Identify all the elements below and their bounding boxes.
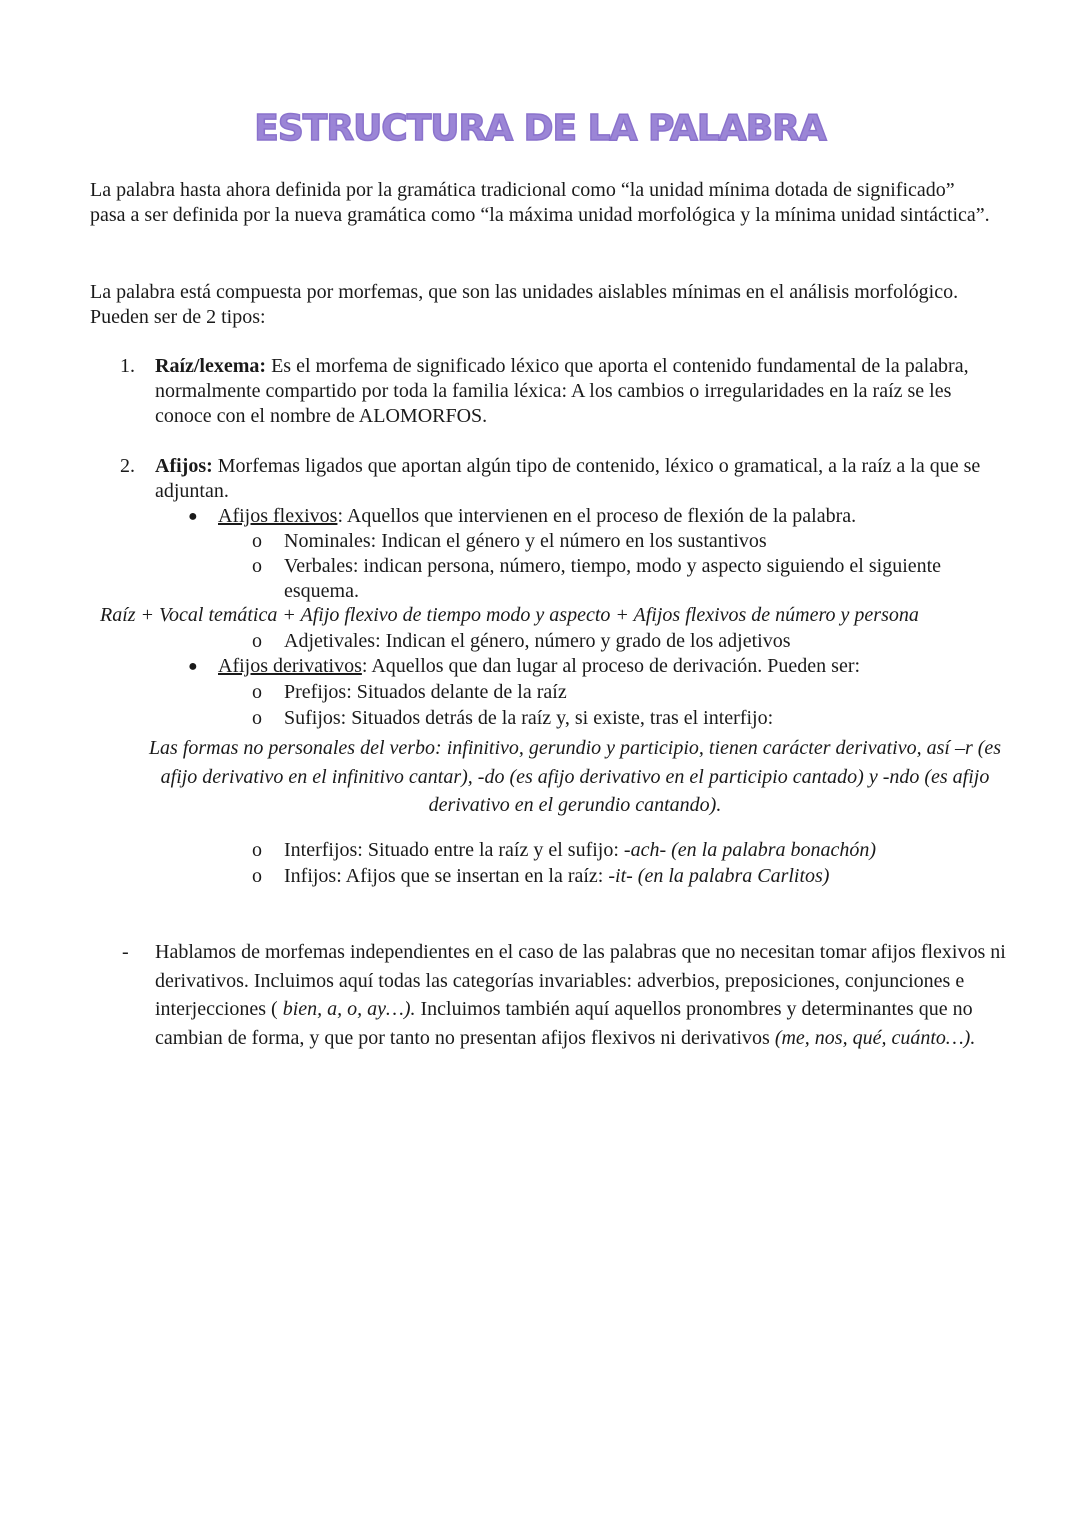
term-raiz: Raíz/lexema:: [155, 355, 267, 377]
dash-bullet: -: [122, 941, 129, 963]
bullet-icon: ●: [188, 658, 198, 675]
interfijos-example: -ach- (en la palabra bonachón): [623, 839, 877, 861]
independent-text-1: Hablamos de morfemas independientes en el caso de las palabras que no necesitan tomar afijos flexivos ni derivativos. Incluimos aquí todas las categorías invariables: adverbios, preposiciones, conjunciones e interjecciones (: [155, 941, 1006, 1020]
raiz-definition: Es el morfema de significado léxico que aporta el contenido fundamental de la palabra, normalmente compartido por toda la familia léxica: A los cambios o irregularidades en la raíz se les conoce con el nombre de ALOMORFOS.: [155, 355, 969, 427]
independent-examples-1: bien, a, o, ay…).: [282, 998, 416, 1020]
term-afijos: Afijos:: [155, 455, 213, 477]
sub-bullet-icon: o: [252, 530, 262, 552]
sub-bullet-icon: o: [252, 707, 262, 729]
intro-paragraph-2: La palabra está compuesta por morfemas, que son las unidades aislables mínimas en el análisis morfológico. Pueden ser de 2 tipos:: [90, 281, 959, 328]
bullet-icon: ●: [188, 508, 198, 525]
adjetivales-text: Adjetivales: Indican el género, número y grado de los adjetivos: [284, 630, 791, 652]
afijos-derivativos-text: : Aquellos que dan lugar al proceso de derivación. Pueden ser:: [361, 655, 861, 677]
interfijos-text: Interfijos: Situado entre la raíz y el sufijo:: [284, 839, 624, 861]
independent-text-2: Incluimos también aquí aquellos pronombres y determinantes que no cambian de forma, y que por tanto no presentan afijos flexivos ni derivativos: [155, 998, 973, 1049]
verbales-text: Verbales: indican persona, número, tiempo, modo y aspecto siguiendo el siguiente esquema.: [284, 555, 942, 602]
list-number: 2.: [120, 455, 135, 477]
list-item-raiz: [90, 354, 1010, 429]
sufijos-text: Sufijos: Situados detrás de la raíz y, si existe, tras el interfijo:: [284, 707, 774, 729]
prefijos-text: Prefijos: Situados delante de la raíz: [284, 681, 567, 703]
page-title: ESTRUCTURA DE LA PALABRA: [254, 108, 826, 149]
sub-bullet-icon: o: [252, 555, 262, 577]
infijos-example: -it- (en la palabra Carlitos): [608, 865, 830, 887]
label-afijos-derivativos: Afijos derivativos: [218, 655, 362, 677]
independent-morphemes-item: [90, 938, 1010, 1052]
list-number: 1.: [120, 355, 135, 377]
list-item-afijos: [90, 454, 1010, 504]
afijos-definition: Morfemas ligados que aportan algún tipo de contenido, léxico o gramatical, a la raíz a la que se adjuntan.: [155, 455, 981, 502]
sub-bullet-icon: o: [252, 865, 262, 887]
derivative-note: Las formas no personales del verbo: infinitivo, gerundio y participio, tienen carácter derivativo, así –r (es afijo derivativo en el infinitivo cantar), -do (es afijo derivativo en el participio cantado) y -ndo (es afijo derivativo en el gerundio cantando).: [148, 737, 1002, 816]
verb-formula: Raíz + Vocal temática + Afijo flexivo de tiempo modo y aspecto + Afijos flexivos de número y persona: [100, 604, 919, 626]
nominales-text: Nominales: Indican el género y el número en los sustantivos: [284, 530, 767, 552]
intro-paragraph-1: La palabra hasta ahora definida por la gramática tradicional como “la unidad mínima dotada de significado” pasa a ser definida por la nueva gramática como “la máxima unidad morfológica y la mínima unidad sintáctica”.: [90, 179, 990, 226]
infijos-text: Infijos: Afijos que se insertan en la raíz:: [284, 865, 609, 887]
sub-bullet-icon: o: [252, 681, 262, 703]
afijos-flexivos-text: : Aquellos que intervienen en el proceso de flexión de la palabra.: [337, 505, 857, 527]
sub-bullet-icon: o: [252, 839, 262, 861]
sub-bullet-icon: o: [252, 630, 262, 652]
label-afijos-flexivos: Afijos flexivos: [218, 505, 338, 527]
independent-examples-2: (me, nos, qué, cuánto…).: [774, 1026, 976, 1049]
